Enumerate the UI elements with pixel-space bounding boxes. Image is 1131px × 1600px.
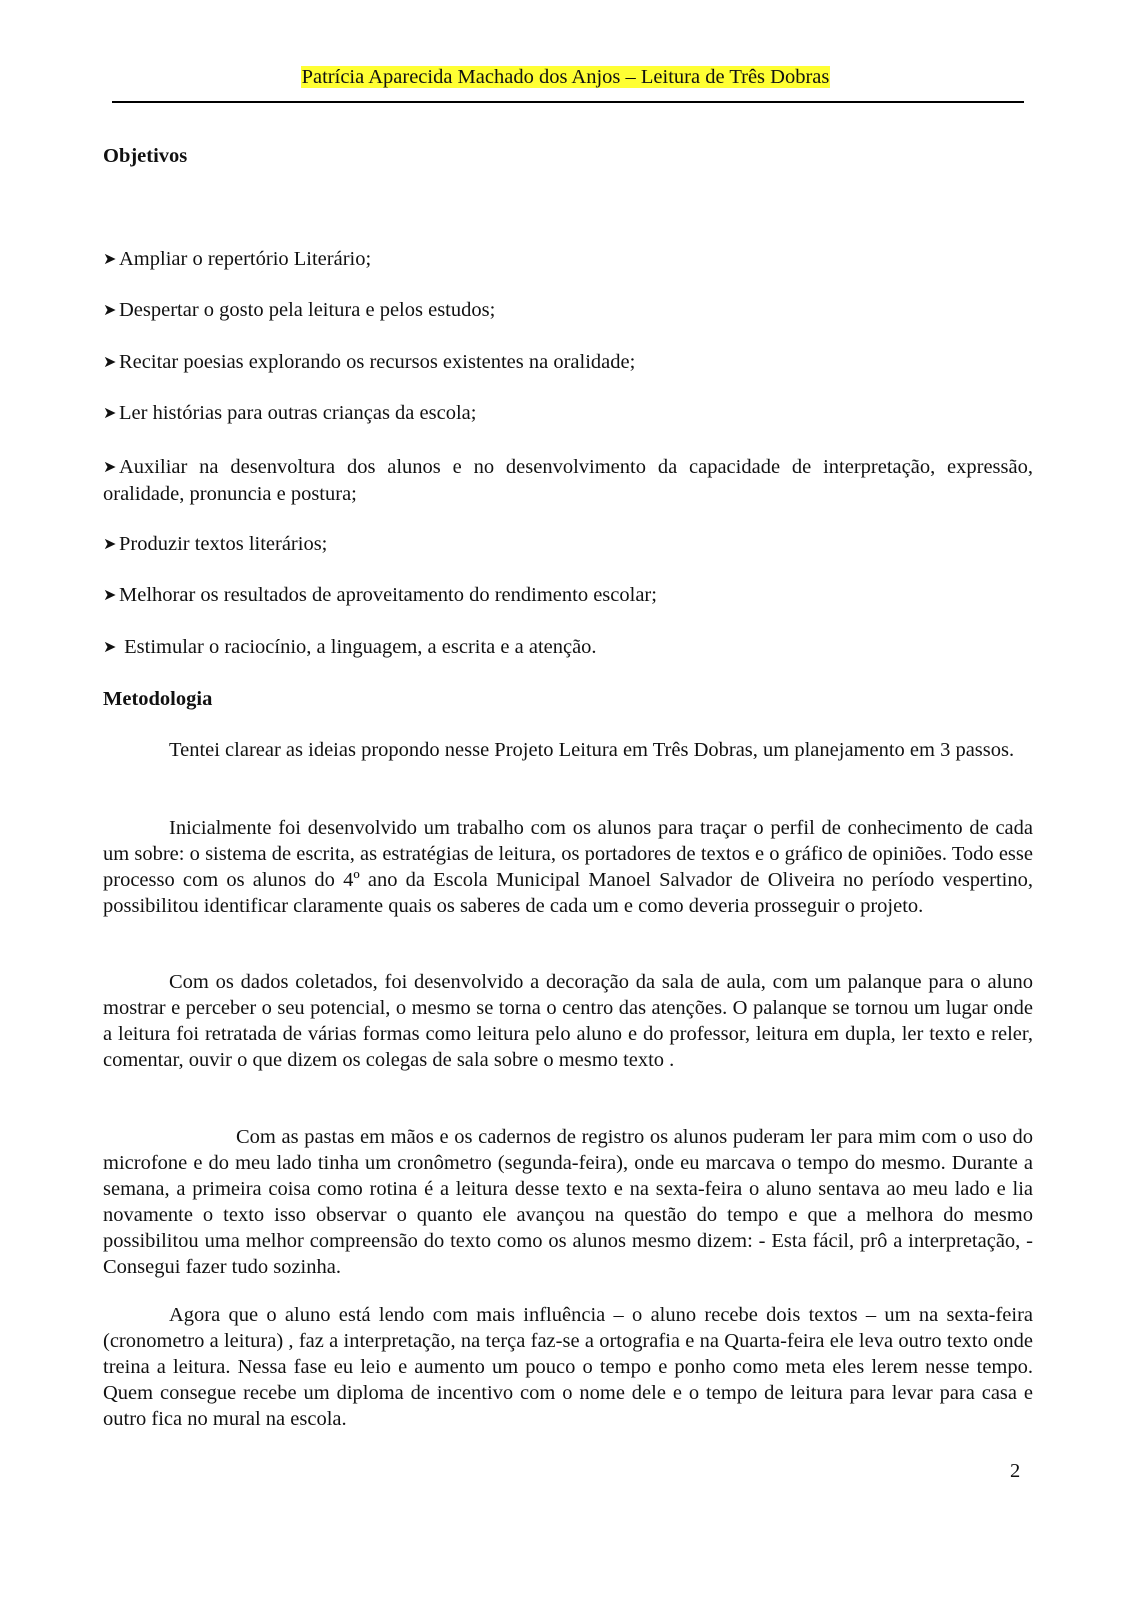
paragraph: Com as pastas em mãos e os cadernos de registro os alunos puderam ler para mim com o uso do microfone e do meu lado tinha um cronômetro (segunda-feira), onde eu marcava o tempo do mesmo. Durante a semana, a primeira coisa como rotina é a leitura desse texto e na sexta-feira o aluno sentava ao meu lado e lia novamente o texto isso observar o quanto ele avançou na questão do tempo e que a melhora do mesmo possibilitou uma melhor compreensão do texto como os alunos mesmo dizem: - Esta fácil, prô a interpretação, - Consegui fazer tudo sozinha.	[103, 1126, 1033, 1278]
arrow-bullet-icon: ➤	[103, 587, 117, 604]
page-header	[0, 64, 1131, 90]
bullet-text: Melhorar os resultados de aproveitamento do rendimento escolar;	[119, 584, 657, 606]
page-number: 2	[1010, 1460, 1021, 1482]
bullet-item	[103, 634, 1033, 661]
bullet-item	[103, 400, 1033, 427]
bullet-item	[103, 582, 1033, 609]
paragraph: Tentei clarear as ideias propondo nesse Projeto Leitura em Três Dobras, um planejamento em 3 passos.	[169, 739, 1015, 761]
arrow-bullet-icon: ➤	[103, 536, 117, 553]
arrow-bullet-icon: ➤	[103, 251, 117, 268]
header-title: Patrícia Aparecida Machado dos Anjos – Leitura de Três Dobras	[301, 66, 830, 88]
header-divider	[112, 101, 1024, 103]
bullet-text: Ampliar o repertório Literário;	[119, 248, 372, 270]
bullet-text: Estimular o raciocínio, a linguagem, a escrita e a atenção.	[119, 636, 597, 658]
paragraph: Agora que o aluno está lendo com mais influência – o aluno recebe dois textos – um na sexta-feira (cronometro a leitura) , faz a interpretação, na terça faz-se a ortografia e na Quarta-feira ele leva outro texto onde treina a leitura. Nessa fase eu leio e aumento um pouco o tempo e ponho como meta eles lerem nesse tempo. Quem consegue recebe um diploma de incentivo com o nome dele e o tempo de leitura para levar para casa e outro fica no mural na escola.	[103, 1304, 1033, 1430]
arrow-bullet-icon: ➤	[103, 405, 117, 422]
bullet-text: Produzir textos literários;	[119, 533, 328, 555]
section-title-objetivos: Objetivos	[103, 145, 188, 167]
bullet-item	[103, 531, 1033, 558]
arrow-bullet-icon: ➤	[103, 459, 117, 476]
paragraph: Inicialmente foi desenvolvido um trabalho com os alunos para traçar o perfil de conhecimento de cada um sobre: o sistema de escrita, as estratégias de leitura, os portadores de textos e o gráfico de opiniões. Todo esse processo com os alunos do 4º ano da Escola Municipal Manoel Salvador de Oliveira no período vespertino, possibilitou identificar claramente quais os saberes de cada um e como deveria prosseguir o projeto.	[103, 817, 1033, 917]
section-title-metodologia: Metodologia	[103, 688, 213, 710]
arrow-bullet-icon: ➤	[103, 354, 117, 371]
bullet-item	[103, 246, 1033, 273]
bullet-text: Despertar o gosto pela leitura e pelos estudos;	[119, 299, 496, 321]
bullet-item	[103, 297, 1033, 324]
paragraph: Com os dados coletados, foi desenvolvido a decoração da sala de aula, com um palanque para o aluno mostrar e perceber o seu potencial, o mesmo se torna o centro das atenções. O palanque se tornou um lugar onde a leitura foi retratada de várias formas como leitura pelo aluno e do professor, leitura em dupla, ler texto e reler, comentar, ouvir o que dizem os colegas de sala sobre o mesmo texto .	[103, 971, 1033, 1071]
bullet-text: Auxiliar na desenvoltura dos alunos e no desenvolvimento da capacidade de interpretação, expressão, oralidade, pronuncia e postura;	[103, 456, 1033, 505]
bullet-item	[103, 349, 1033, 376]
arrow-bullet-icon: ➤	[103, 302, 117, 319]
bullet-text: Recitar poesias explorando os recursos existentes na oralidade;	[119, 351, 636, 373]
bullet-text: Ler histórias para outras crianças da escola;	[119, 402, 477, 424]
arrow-bullet-icon: ➤	[103, 639, 117, 656]
bullet-item	[103, 454, 1033, 507]
